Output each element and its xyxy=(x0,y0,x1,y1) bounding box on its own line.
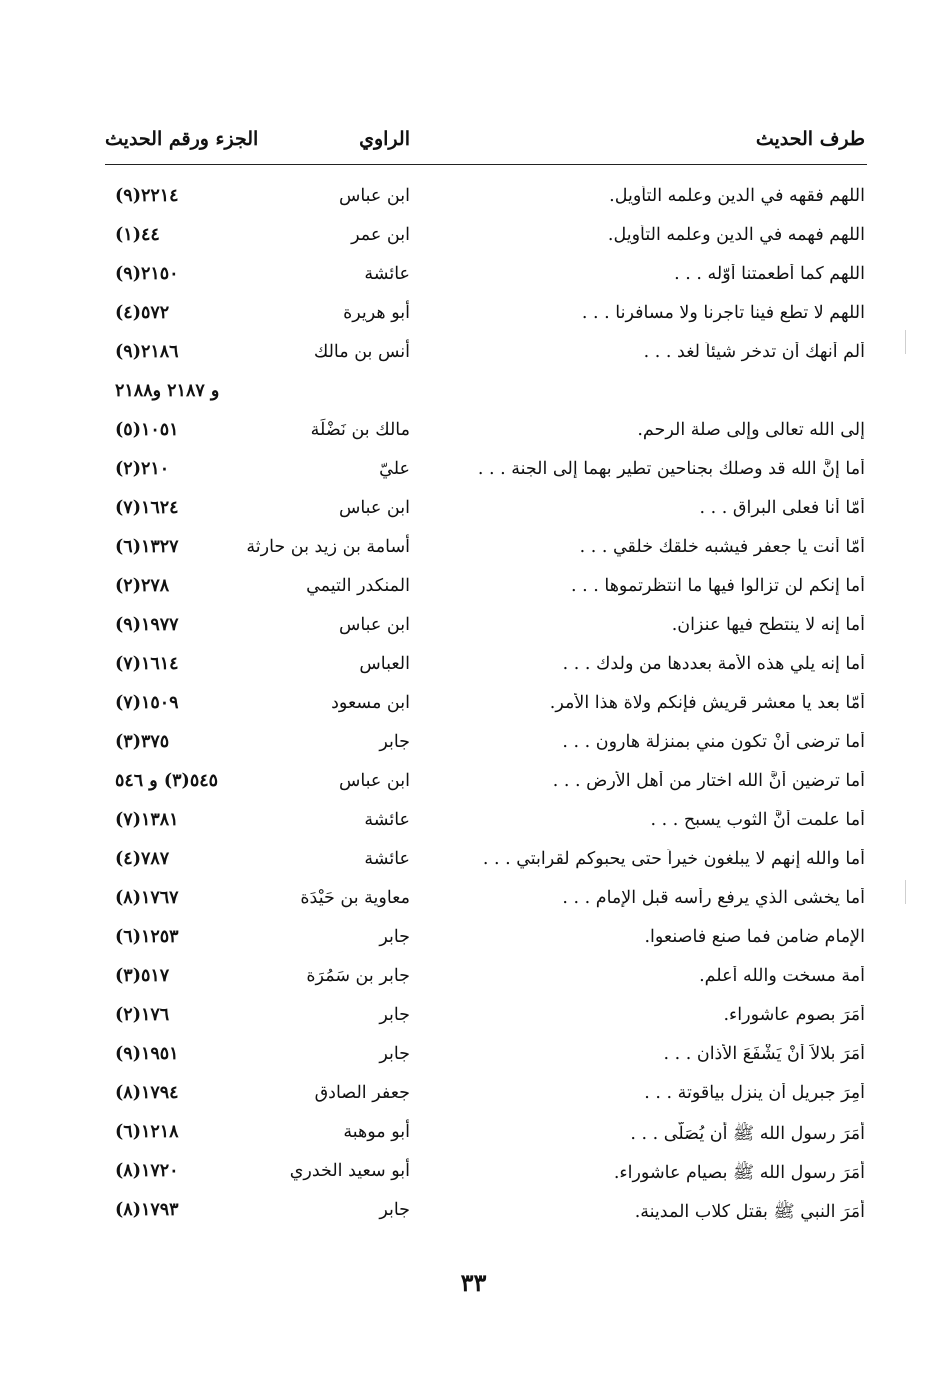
narrator-name: معاوية بن حَيْدَة xyxy=(300,888,410,908)
header-ref-label: الجزء ورقم الحديث xyxy=(105,128,259,150)
hadith-text: أَمَرَ رسول الله ﷺ أن يُصَلَّى . . . xyxy=(630,1124,865,1144)
hadith-text: أما إنه يلي هذه الأمة بعددها من ولدك . . . xyxy=(562,654,865,674)
table-row xyxy=(105,217,865,256)
hadith-text: أما إنكم لن تزالوا فيها ما انتظرتموها . . . xyxy=(570,576,865,596)
table-row xyxy=(105,1075,865,1114)
volume-hadith-number: ١٧٩٣(٨) xyxy=(115,1200,179,1220)
narrator-name: عائشة xyxy=(364,810,410,830)
header-narrator-label: الراوي xyxy=(359,128,410,150)
narrator-name: عائشة xyxy=(364,264,410,284)
volume-hadith-number: ١٩٥١(٩) xyxy=(115,1044,179,1064)
table-row xyxy=(105,724,865,763)
hadith-text: اللهم لا تطع فينا تاجرنا ولا مسافرنا . . . xyxy=(581,303,865,323)
table-header xyxy=(105,122,865,162)
narrator-name: أسامة بن زيد بن حارثة xyxy=(246,537,410,557)
volume-hadith-number: ٧٨٧(٤) xyxy=(115,849,170,869)
volume-hadith-number: ٢١٨٦(٩) xyxy=(115,342,179,362)
narrator-name: ابن عباس xyxy=(338,498,410,518)
volume-hadith-number: ٢٧٨(٢) xyxy=(115,576,170,596)
narrator-name: أنس بن مالك xyxy=(313,342,410,362)
volume-hadith-number: ١٧٢٠(٨) xyxy=(115,1161,179,1181)
hadith-text: أَمَرَ بصوم عاشوراء. xyxy=(723,1005,865,1025)
hadith-text: إلى الله تعالى وإلى صلة الرحم. xyxy=(637,420,865,440)
volume-hadith-number: ٥١٧(٣) xyxy=(115,966,170,986)
hadith-text: اللهم فقهه في الدين وعلمه التأويل. xyxy=(609,186,865,206)
volume-hadith-number: ١٧٦(٢) xyxy=(115,1005,170,1025)
hadith-text: أما إنه لا ينتطح فيها عنزان. xyxy=(671,615,865,635)
table-row xyxy=(105,490,865,529)
narrator-name: أبو موهبة xyxy=(343,1122,410,1142)
narrator-name: جابر xyxy=(379,1044,410,1064)
hadith-text: ألم أنهك أن تدخر شيئاً لغد . . . xyxy=(643,342,865,362)
table-row xyxy=(105,334,865,373)
table-row xyxy=(105,685,865,724)
narrator-name: المنكدر التيمي xyxy=(306,576,410,596)
hadith-text: أمّا بعد يا معشر قريش فإنكم ولاة هذا الأمر. xyxy=(549,693,865,713)
volume-hadith-number: ١٣٨١(٧) xyxy=(115,810,179,830)
narrator-name: جعفر الصادق xyxy=(314,1083,410,1103)
table-row xyxy=(105,256,865,295)
narrator-name: أبو سعيد الخدري xyxy=(289,1161,410,1181)
hadith-text: اللهم فهمه في الدين وعلمه التأويل. xyxy=(607,225,865,245)
volume-hadith-number: ٥٤٥(٣) و ٥٤٦ xyxy=(115,771,219,791)
table-row xyxy=(105,1192,865,1231)
hadith-text: أما إنَّ الله قد وصلك بجناحين تطير بهما إلى الجنة . . . xyxy=(477,459,865,479)
volume-hadith-number: ٤٤(١) xyxy=(115,225,160,245)
table-row xyxy=(105,607,865,646)
hadith-text: أما يخشى الذي يرفع رأسه قبل الإمام . . . xyxy=(562,888,865,908)
table-row xyxy=(105,1114,865,1153)
table-row xyxy=(105,958,865,997)
narrator-name: عائشة xyxy=(364,849,410,869)
hadith-text: أَمَرَ رسول الله ﷺ بصيام عاشوراء. xyxy=(613,1163,865,1183)
narrator-name: العباس xyxy=(359,654,410,674)
hadith-text: أُمِرَ جبريل أن ينزل بياقوتة . . . xyxy=(644,1083,865,1103)
volume-hadith-number: ١٣٢٧(٦) xyxy=(115,537,179,557)
table-row xyxy=(105,178,865,217)
hadith-text: أَمَرَ النبي ﷺ بقتل كلاب المدينة. xyxy=(634,1202,865,1222)
narrator-name: جابر بن سَمُرَة xyxy=(306,966,410,986)
table-row xyxy=(105,412,865,451)
table-row xyxy=(105,997,865,1036)
hadith-text: أمة مسخت والله أعلم. xyxy=(699,966,865,986)
hadith-text: أما ترضى أنْ تكون مني بمنزلة هارون . . . xyxy=(562,732,865,752)
volume-hadith-number: ١٩٧٧(٩) xyxy=(115,615,179,635)
table-row xyxy=(105,763,865,802)
volume-hadith-number: ١٧٦٧(٨) xyxy=(115,888,179,908)
margin-mark xyxy=(905,330,906,354)
table-row xyxy=(105,1153,865,1192)
narrator-name: أبو هريرة xyxy=(343,303,410,323)
volume-hadith-number: ١٦٢٤(٧) xyxy=(115,498,179,518)
hadith-text: الإمام ضامن فما صنع فاصنعوا. xyxy=(644,927,865,947)
volume-hadith-number: ١٥٠٩(٧) xyxy=(115,693,179,713)
narrator-name: جابر xyxy=(379,1005,410,1025)
hadith-text: أما علمت أنَّ الثوب يسبح . . . xyxy=(650,810,865,830)
narrator-name: ابن عمر xyxy=(351,225,410,245)
hadith-text: أما والله إنهم لا يبلغون خيراً حتى يحبوكم لقرابتي . . . xyxy=(482,849,865,869)
narrator-name: عليّ xyxy=(379,459,410,479)
volume-hadith-number: ٥٧٢(٤) xyxy=(115,303,170,323)
table-row xyxy=(105,295,865,334)
narrator-name: مالك بن نَضْلَة xyxy=(310,420,410,440)
table-row xyxy=(105,529,865,568)
table-row xyxy=(105,880,865,919)
table-row xyxy=(105,802,865,841)
hadith-text: أَمَرَ بلالاً أنْ يَشْفَعَ الأذان . . . xyxy=(663,1044,865,1064)
table-row xyxy=(105,373,865,412)
narrator-name: ابن عباس xyxy=(338,615,410,635)
table-row xyxy=(105,646,865,685)
volume-hadith-number: و ٢١٨٧ و٢١٨٨ xyxy=(115,381,220,401)
narrator-name: ابن عباس xyxy=(338,771,410,791)
hadith-text: أما ترضين أنَّ الله اختار من أهل الأرض . . . xyxy=(552,771,865,791)
volume-hadith-number: ١٦١٤(٧) xyxy=(115,654,179,674)
header-divider xyxy=(105,164,867,165)
narrator-name: جابر xyxy=(379,732,410,752)
narrator-name: ابن عباس xyxy=(338,186,410,206)
volume-hadith-number: ٣٧٥(٣) xyxy=(115,732,170,752)
hadith-text: أمّا أنا فعلى البراق . . . xyxy=(699,498,865,518)
page-number: ٣٣ xyxy=(460,1268,487,1297)
volume-hadith-number: ١٧٩٤(٨) xyxy=(115,1083,179,1103)
narrator-name: جابر xyxy=(379,927,410,947)
volume-hadith-number: ٢٢١٤(٩) xyxy=(115,186,179,206)
volume-hadith-number: ٢١٠(٢) xyxy=(115,459,170,479)
margin-mark xyxy=(905,880,906,904)
narrator-name: جابر xyxy=(379,1200,410,1220)
volume-hadith-number: ٢١٥٠(٩) xyxy=(115,264,179,284)
volume-hadith-number: ١٢١٨(٦) xyxy=(115,1122,179,1142)
table-row xyxy=(105,919,865,958)
hadith-text: أمّا أنت يا جعفر فيشبه خلقك خلقي . . . xyxy=(579,537,865,557)
table-row xyxy=(105,1036,865,1075)
table-row xyxy=(105,841,865,880)
header-hadith-label: طرف الحديث xyxy=(755,128,865,150)
hadith-text: اللهم كما أطعمتنا أوّله . . . xyxy=(674,264,865,284)
volume-hadith-number: ١٠٥١(٥) xyxy=(115,420,179,440)
hadith-index-table xyxy=(105,178,865,1231)
volume-hadith-number: ١٢٥٣(٦) xyxy=(115,927,179,947)
narrator-name: ابن مسعود xyxy=(331,693,410,713)
table-row xyxy=(105,451,865,490)
table-row xyxy=(105,568,865,607)
